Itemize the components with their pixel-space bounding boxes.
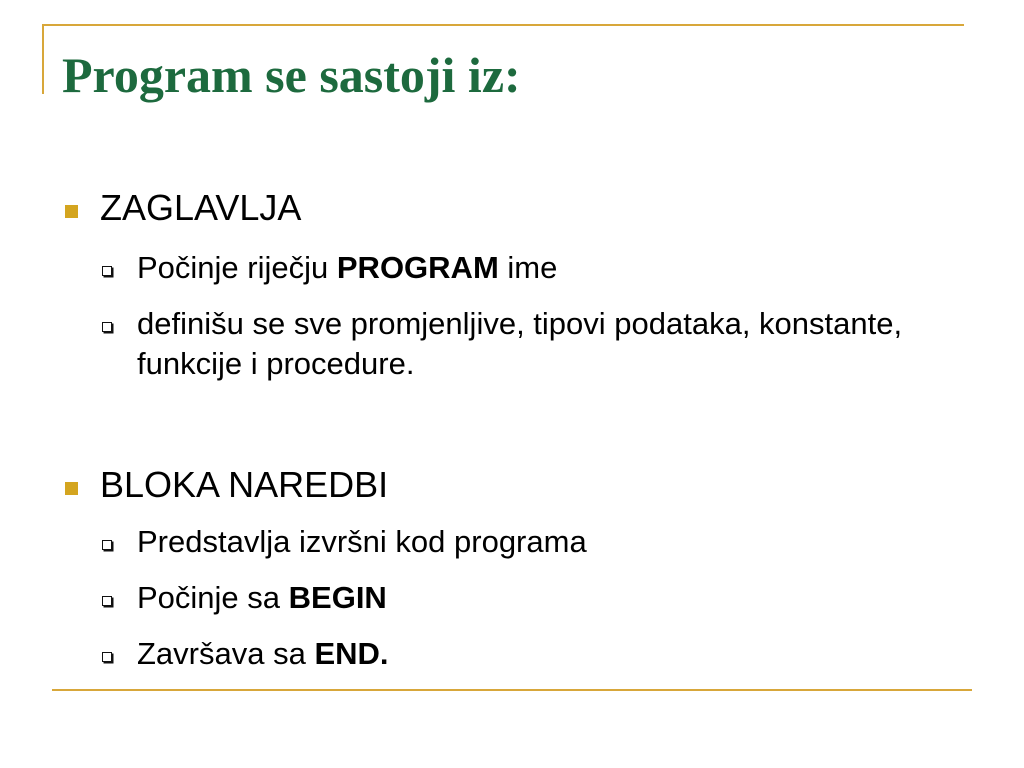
square-bullet-icon (65, 205, 78, 218)
hollow-square-bullet-icon (102, 322, 112, 332)
hollow-square-bullet-icon (102, 540, 112, 550)
frame-bottom-rule (52, 689, 972, 691)
frame-top-rule (42, 24, 964, 26)
keyword-program: PROGRAM (336, 250, 499, 285)
frame-left-rule (42, 24, 44, 94)
hollow-square-bullet-icon (102, 266, 112, 276)
sub-bullet-text: Počinje sa BEGIN (137, 580, 387, 615)
hollow-square-bullet-icon (102, 652, 112, 662)
section-heading: ZAGLAVLJA (100, 187, 302, 228)
sub-bullet-text: Završava sa END. (137, 636, 389, 671)
square-bullet-icon (65, 482, 78, 495)
sub-bullet-text: Predstavlja izvršni kod programa (137, 524, 587, 559)
sub-bullet-text: definišu se sve promjenljive, tipovi podataka, konstante, funkcije i procedure. (137, 306, 903, 381)
slide-title: Program se sastoji iz: (62, 47, 521, 103)
section-heading: BLOKA NAREDBI (100, 464, 389, 505)
keyword-end: END. (314, 636, 389, 671)
keyword-begin: BEGIN (288, 580, 387, 615)
hollow-square-bullet-icon (102, 596, 112, 606)
sub-bullet-text: Počinje riječju PROGRAM ime (137, 250, 558, 285)
